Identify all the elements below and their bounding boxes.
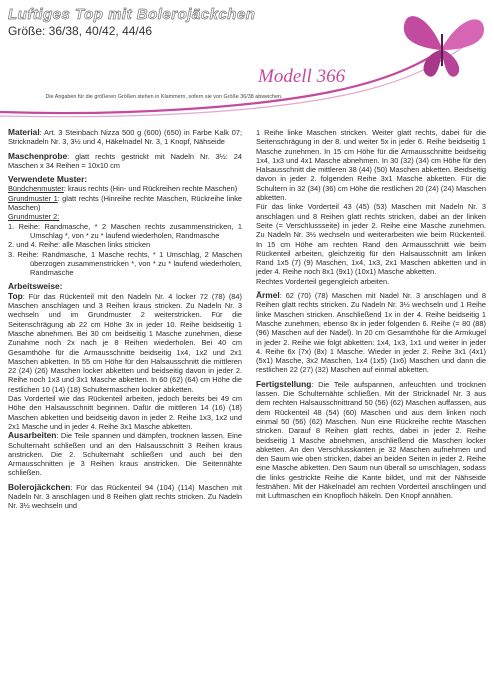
rib-heading: Bündchenmuster: [8, 184, 64, 194]
material-paragraph: [8, 128, 242, 147]
procedure-heading: Arbeitsweise:: [8, 281, 63, 292]
sleeve-text: : 62 (70) (78) Maschen mit Nadel Nr. 3 anschlagen und 8 Reihen glatt rechts stricken. Zu Nadeln Nr. 3½ wechseln und 1 Reihe linke Maschen stricken. Anschließend 1x in der 4. Reihe beidseitig 1 Masche zunehmen, ebenso 8x in jeder folgenden 6. Reihe (= 80 (88) (96) Maschen auf der Nadel). In 20 cm Gesamthöhe für die Armkugel in jeder 2. Reihe wie folgt abketten: 1x4, 1x3, 1x1 und weiter in jeder 4. Reihe 6x (7x) (8x) 1 Masche. Wieder in jeder 2. Reihe 3x1 (4x1) (5x1) Masche, 3x2 Maschen, 1x4 (1x5) (1x6) Maschen und dann die restlichen 22 (27) (32) Maschen auf einmal abketten.: [256, 291, 486, 375]
front-paragraph: Das Vorderteil wie das Rückenteil arbeiten, jedoch bereits bei 49 cm Höhe den Halsausschnitt beginnen. Dafür die mittleren 14 (16) (18) Maschen abketten und beidseitig davon in jeder 2. Reihe 1x3, 1x2 und 2x1 Masche und in jeder 4. Reihe 3x1 Masche abketten.: [8, 394, 242, 431]
pattern-1-text: : glatt rechts (Hinreihe rechte Maschen, Rückreihe linke Maschen): [8, 193, 242, 213]
pattern-2-row-3: 3. Reihe: Randmasche, 1 Masche rechts, * 1 Umschlag, 2 Maschen überzogen zusammenstricken *, von * zu * laufend wiederholen, Randmasche: [8, 249, 242, 278]
rib-pattern: [8, 184, 242, 193]
pattern-1-heading: Grundmuster 1: [8, 193, 58, 203]
gauge-paragraph: [8, 152, 242, 171]
right-column: [256, 128, 486, 501]
gauge-heading: Maschenprobe: [8, 150, 68, 161]
top-heading: Top: [8, 290, 23, 301]
pattern-2-row-1: 1. Reihe: Randmasche, * 2 Maschen rechts zusammenstricken, 1 Umschlag *, von * zu * laufend wiederholen, Randmasche: [8, 221, 242, 240]
finishing-paragraph: [8, 431, 242, 477]
size-note: Die Angaben für die größeren Größen stehen in Klammern, sofern sie von Größe 36/38 abweichen.: [45, 94, 283, 100]
sleeve-paragraph: [256, 291, 486, 375]
bolero-heading: Bolerojäckchen: [8, 481, 71, 492]
assembly-paragraph: [256, 380, 486, 501]
page-title: Luftiges Top mit Bolerojäckchen: [8, 6, 256, 23]
left-column: [8, 128, 242, 511]
bolero-text: : Für das Rückenteil 94 (104) (114) Maschen mit Nadeln Nr. 3 anschlagen und 8 Reihen glatt rechts stricken. Zu Nadeln Nr. 3½ wechseln und: [8, 482, 242, 511]
back-paragraph: 1 Reihe linke Maschen stricken. Weiter glatt rechts, dabei für die Seitenschrägung in der 8. und weiter 5x in jeder 6. Reihe beidseitig 1 Masche zunehmen. In 15 cm Höhe für die Armausschnitte beidseitig 1x4, 1x3 und 4x1 Masche abnehmen. In 30 (32) (34) cm Höhe für den Halsausschnitt die mittleren 38 (44) (50) Maschen abketten. Beidseitig davon in jeder 2. folgenden Reihe 3x1 Masche abketten. Für die Schultern in 32 (34) (36) cm Höhe die restlichen 20 (24) (24) Maschen abketten.: [256, 128, 486, 203]
gauge-text: : glatt rechts gestrickt mit Nadeln Nr. 3½: 24 Maschen x 34 Reihen = 10x10 cm: [8, 151, 242, 170]
bolero-paragraph: [8, 483, 242, 511]
pattern-2-row-2: 2. und 4. Reihe: alle Maschen links stricken: [8, 240, 151, 250]
model-number: Modell 366: [258, 66, 346, 87]
pattern-2-heading: Grundmuster 2:: [8, 212, 60, 222]
rib-text: : kraus rechts (Hin- und Rückreihen rechte Maschen): [63, 184, 238, 194]
finishing-heading: Ausarbeiten: [8, 430, 57, 441]
assembly-text: : Die Teile aufspannen, anfeuchten und trocknen lassen. Die Schulternähte schließen. Mit der Stricknadel Nr. 3 aus dem rechten Halsausschnittrand 50 (56) (62) Maschen auffassen, aus dem Rückenteil 48 (54) (60) Maschen und aus dem linken noch einmal 50 (56) (62) Maschen. Nun eine Rückreihe rechte Maschen stricken. Darauf 8 Reihen glatt rechts, dabei in jeder 2. Reihe beidseitig 1 Masche abnehmen, anschließend die Maschen locker abketten. An den Verschlusskanten je 32 Maschen aufnehmen und den Saum wie oben stricken, dabei an beiden Seiten in jeder 2. Reihe eine Masche abketten. Den Saum nun überall so umschlagen, sodass die links gestrickte Reihe die Kante bildet, und mit der Nähseide festnähen. Mit der Häkelnadel am rechten Vorderteil anschlingen und mit Luftmaschen ein Knopfloch häkeln. Den Knopf annähen.: [256, 379, 486, 501]
top-paragraph: [8, 292, 242, 394]
page-header: [0, 0, 494, 120]
finishing-text: : Die Teile spannen und dämpfen, trocknen lassen. Eine Schulternaht schließen und an den Halsausschnitt 3 Reihen kraus anstricken. Die 2. Schulternaht schließen und auch bei den Armausschnitten je 3 Reihen kraus anstricken. Die Seitennähte schließen.: [8, 431, 242, 478]
material-text: : Art. 3 Steinbach Nizza 500 g (600) (650) in Farbe Kalk 07; Stricknadeln Nr. 3, 3½ und 4, Häkelnadel Nr. 3, 1 Knopf, Nähseide: [8, 128, 242, 147]
butterfly-icon: [398, 4, 486, 82]
left-front-paragraph: Für das linke Vorderteil 43 (45) (53) Maschen mit Nadeln Nr. 3 anschlagen und 8 Reihen glatt rechts stricken, dabei an der linken Seite (= Verschlussseite) in jeder 2. Reihe eine Masche zunehmen. Zu Nadeln Nr. 3½ wechseln und weiterarbeiten wie beim Rückenteil. In 15 cm Höhe am rechten Rand den Armausschnitt wie beim Rückenteil arbeiten, gleichzeitig für den Halsausschnitt am linken Rand 1x5 (7) (9) Maschen, 1x4, 1x3, 2x1 Maschen abketten und in jeder 4. Reihe noch 8x1 (9x1) (10x1) Masche abketten.: [256, 202, 486, 277]
top-text: : Für das Rückenteil mit den Nadeln Nr. 4 locker 72 (78) (84) Maschen anschlagen und 3 Reihen kraus stricken. Zu Nadeln Nr. 3 wechseln und im Grundmuster 2 weiterstricken. Für die Seitenschrägung ab 22 cm Höhe 3x in jeder 10. Reihe beidseitig 1 Masche abnehmen. Bei 30 cm beidseitig 1 Masche zunehmen, diese Zunahme noch 2x nach je 8 Reihen wiederholen. Bei 40 cm Gesamthöhe für die Armausschnitte beidseitig 1x4, 1x2 und 2x1 Maschen abketten. In 55 cm Höhe für den Halsausschnitt die mittleren 22 (24) (26) Maschen locker abketten und beidseitig davon in jeder 2. Reihe noch 1x3 und 3x1 Masche abketten. In 60 (62) (64) cm Höhe die restlichen 10 (14) (18) Schultermaschen locker abketten.: [8, 291, 242, 394]
material-heading: Material: [8, 127, 40, 137]
pattern-1: [8, 194, 242, 213]
assembly-heading: Fertigstellung: [256, 378, 312, 389]
patterns-heading: Verwendete Muster:: [8, 174, 88, 185]
right-front-paragraph: Rechtes Vorderteil gegengleich arbeiten.: [256, 276, 390, 286]
sleeve-heading: Ärmel: [256, 290, 280, 301]
size-label: Größe: 36/38, 40/42, 44/46: [8, 24, 153, 38]
